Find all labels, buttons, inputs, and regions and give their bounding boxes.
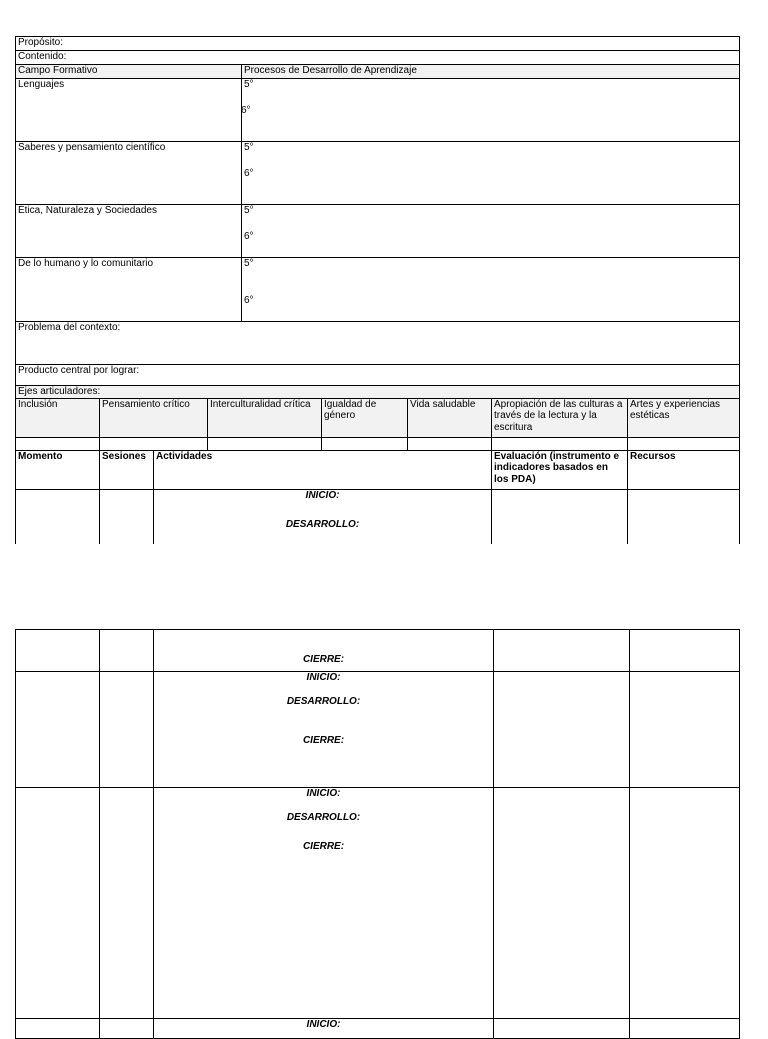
actividades-cell[interactable] [154, 1019, 494, 1039]
desarrollo-label: DESARROLLO: [285, 519, 360, 530]
eje-apropiacion-culturas: Apropiación de las culturas a través de la lectura y la escritura [492, 398, 628, 437]
pda-humano[interactable] [242, 258, 740, 322]
grade-5-label: 5° [244, 258, 254, 269]
sesiones-cell[interactable] [100, 1019, 154, 1039]
momento-cell[interactable] [16, 489, 100, 549]
eje-inclusion: Inclusión [16, 398, 100, 437]
evaluacion-cell[interactable] [494, 1019, 630, 1039]
eje-check-inclusion[interactable] [16, 437, 100, 450]
campo-humano: De lo humano y lo comunitario [16, 258, 242, 322]
pda-saberes[interactable] [242, 142, 740, 205]
sesiones-cell[interactable] [100, 788, 154, 1019]
eje-check-vida[interactable] [408, 437, 492, 450]
campo-formativo-header: Campo Formativo [16, 65, 242, 79]
proposito-label: Propósito: [18, 37, 64, 48]
recursos-cell[interactable] [630, 630, 740, 672]
actividades-header: Actividades [154, 450, 492, 489]
planning-table [15, 36, 740, 550]
sesiones-header: Sesiones [100, 450, 154, 489]
campo-etica: Ética, Naturaleza y Sociedades [16, 205, 242, 258]
grade-6-label: 6° [244, 167, 254, 179]
cierre-label: CIERRE: [302, 653, 345, 665]
page-break [0, 544, 768, 630]
contenido-label: Contenido: [18, 51, 67, 62]
inicio-label: INICIO: [306, 1019, 341, 1030]
pda-lenguajes[interactable] [242, 79, 740, 142]
grade-5-label: 5° [244, 142, 254, 153]
actividades-cell[interactable] [154, 630, 494, 672]
pda-etica[interactable] [242, 205, 740, 258]
evaluacion-header: Evaluación (instrumento e indicadores basados en los PDA) [492, 450, 628, 489]
grade-5-label: 5° [244, 79, 254, 90]
recursos-cell[interactable] [630, 672, 740, 788]
grade-6-label: 6° [244, 230, 254, 242]
eje-check-igualdad[interactable] [322, 437, 408, 450]
eje-igualdad-genero: Igualdad de género [322, 398, 408, 437]
actividades-cell[interactable] [154, 489, 492, 549]
producto-label: Producto central por lograr: [18, 365, 140, 376]
desarrollo-label: DESARROLLO: [286, 695, 361, 707]
ejes-title: Ejes articuladores: [16, 386, 740, 399]
sesiones-cell[interactable] [100, 672, 154, 788]
campo-saberes: Saberes y pensamiento científico [16, 142, 242, 205]
eje-artes: Artes y experiencias estéticas [628, 398, 740, 437]
momento-header: Momento [16, 450, 100, 489]
momento-cell[interactable] [16, 630, 100, 672]
eje-check-artes[interactable] [628, 437, 740, 450]
recursos-header: Recursos [628, 450, 740, 489]
evaluacion-cell[interactable] [492, 489, 628, 549]
activities-table-continued [15, 629, 740, 1039]
momento-cell[interactable] [16, 1019, 100, 1039]
actividades-cell[interactable] [154, 672, 494, 788]
evaluacion-cell[interactable] [494, 788, 630, 1019]
recursos-cell[interactable] [630, 1019, 740, 1039]
eje-check-interculturalidad[interactable] [208, 437, 322, 450]
producto-field[interactable] [16, 365, 740, 386]
grade-6-label: 6° [244, 294, 254, 306]
inicio-label: INICIO: [306, 788, 341, 799]
eje-vida-saludable: Vida saludable [408, 398, 492, 437]
procesos-header: Procesos de Desarrollo de Aprendizaje [242, 65, 740, 79]
desarrollo-label: DESARROLLO: [286, 811, 361, 823]
eje-check-apropiacion[interactable] [492, 437, 628, 450]
eje-pensamiento-critico: Pensamiento crítico [100, 398, 208, 437]
inicio-label: INICIO: [305, 489, 340, 501]
recursos-cell[interactable] [630, 788, 740, 1019]
evaluacion-cell[interactable] [494, 630, 630, 672]
grade-6-label: 6° [241, 104, 251, 116]
proposito-field[interactable] [16, 37, 740, 51]
grade-5-label: 5° [244, 205, 254, 216]
problema-field[interactable] [16, 322, 740, 365]
campo-lenguajes: Lenguajes [16, 79, 242, 142]
inicio-label: INICIO: [306, 672, 341, 683]
cierre-label: CIERRE: [302, 735, 345, 746]
sesiones-cell[interactable] [100, 630, 154, 672]
eje-check-pensamiento[interactable] [100, 437, 208, 450]
evaluacion-cell[interactable] [494, 672, 630, 788]
recursos-cell[interactable] [628, 489, 740, 549]
problema-label: Problema del contexto: [18, 322, 121, 333]
sesiones-cell[interactable] [100, 489, 154, 549]
momento-cell[interactable] [16, 672, 100, 788]
momento-cell[interactable] [16, 788, 100, 1019]
eje-interculturalidad: Interculturalidad crítica [208, 398, 322, 437]
contenido-field[interactable] [16, 51, 740, 65]
cierre-label: CIERRE: [302, 841, 345, 852]
actividades-cell[interactable] [154, 788, 494, 1019]
